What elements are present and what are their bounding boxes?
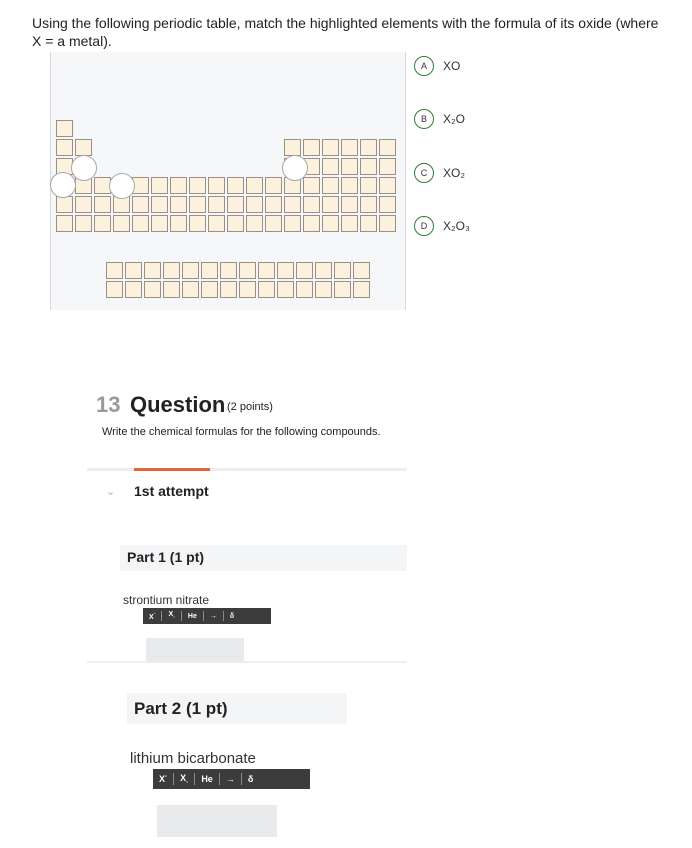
periodic-table-cell: [360, 158, 377, 175]
periodic-table-cell: [132, 196, 149, 213]
toolbar-divider: [181, 611, 182, 621]
periodic-table-cell: [265, 196, 282, 213]
periodic-table-cell: [56, 215, 73, 232]
periodic-table-cell: [151, 196, 168, 213]
part-1-label: Part 1 (1 pt): [127, 549, 205, 565]
f-block-cell: [277, 281, 294, 298]
f-block-cell: [353, 281, 370, 298]
question-number: 13: [96, 392, 121, 417]
periodic-table-cell: [322, 215, 339, 232]
highlight-circle-4: [282, 155, 308, 181]
f-block-cell: [144, 262, 161, 279]
part-2-answer-input[interactable]: [157, 805, 277, 837]
toolbar-divider: [203, 611, 204, 621]
element-button[interactable]: He: [201, 774, 213, 784]
superscript-button[interactable]: X▫: [149, 611, 156, 621]
periodic-table-cell: [246, 177, 263, 194]
periodic-table-cell: [360, 215, 377, 232]
periodic-table-cell: [94, 196, 111, 213]
arrow-button[interactable]: →: [225, 774, 235, 784]
f-block-cell: [296, 262, 313, 279]
choice-a-radio[interactable]: A: [414, 56, 434, 76]
question-points: (2 points): [227, 401, 273, 413]
part-2-compound: lithium bicarbonate: [130, 750, 256, 767]
toolbar-divider: [161, 611, 162, 621]
choice-b-radio[interactable]: B: [414, 109, 434, 129]
choice-c-formula: XO₂: [443, 166, 465, 180]
part-1-compound: strontium nitrate: [123, 593, 210, 607]
f-block-cell: [201, 262, 218, 279]
periodic-table-cell: [284, 215, 301, 232]
f-block-cell: [334, 262, 351, 279]
choice-d-radio[interactable]: D: [414, 216, 434, 236]
periodic-table-cell: [284, 139, 301, 156]
periodic-table-cell: [322, 139, 339, 156]
periodic-table-cell: [341, 215, 358, 232]
toolbar-divider: [219, 773, 220, 785]
periodic-table-cell: [303, 177, 320, 194]
periodic-table-cell: [75, 196, 92, 213]
periodic-table-cell: [170, 215, 187, 232]
question-title: Question: [130, 392, 226, 417]
f-block-cell: [315, 281, 332, 298]
arrow-button[interactable]: →: [209, 612, 217, 620]
f-block-cell: [106, 262, 123, 279]
toolbar-divider: [241, 773, 242, 785]
periodic-table-cell: [170, 196, 187, 213]
f-block-cell: [125, 281, 142, 298]
subscript-button[interactable]: $X_▫$: [180, 772, 189, 786]
toolbar-divider: [194, 773, 195, 785]
periodic-table-cell: [322, 196, 339, 213]
part-divider: [87, 661, 407, 663]
periodic-table-cell: [284, 196, 301, 213]
element-button[interactable]: He: [187, 612, 197, 620]
periodic-table-cell: [208, 215, 225, 232]
f-block-cell: [163, 281, 180, 298]
choice-b[interactable]: [414, 108, 465, 130]
periodic-table-cell: [303, 215, 320, 232]
periodic-table-cell: [189, 177, 206, 194]
periodic-table-cell: [56, 196, 73, 213]
periodic-table-cell: [379, 196, 396, 213]
periodic-table-cell: [132, 215, 149, 232]
part-1-answer-input[interactable]: [146, 638, 244, 663]
delta-button[interactable]: δ: [247, 774, 254, 784]
periodic-table-cell: [75, 215, 92, 232]
choice-a[interactable]: [414, 55, 460, 77]
periodic-table-cell: [265, 215, 282, 232]
part-2-format-toolbar: [153, 769, 310, 789]
periodic-table-cell: [227, 177, 244, 194]
periodic-table-cell: [379, 177, 396, 194]
choice-c[interactable]: [414, 162, 465, 184]
question-prompt: Using the following periodic table, match the highlighted elements with the formula of its oxide (where X = a metal).: [32, 15, 659, 49]
f-block-cell: [220, 262, 237, 279]
f-block-cell: [106, 281, 123, 298]
periodic-table-cell: [360, 139, 377, 156]
f-block-cell: [182, 281, 199, 298]
part-2-label: Part 2 (1 pt): [134, 699, 228, 718]
periodic-table-cell: [56, 139, 73, 156]
periodic-table-cell: [341, 196, 358, 213]
periodic-table-cell: [360, 196, 377, 213]
periodic-table-cell: [227, 215, 244, 232]
periodic-table-cell: [322, 158, 339, 175]
f-block-cell: [239, 281, 256, 298]
periodic-table: [50, 52, 406, 310]
periodic-table-cell: [94, 215, 111, 232]
superscript-button[interactable]: X▫: [159, 774, 168, 784]
periodic-table-cell: [170, 177, 187, 194]
periodic-table-cell: [56, 120, 73, 137]
periodic-table-cell: [227, 196, 244, 213]
choice-c-radio[interactable]: C: [414, 163, 434, 183]
f-block-cell: [258, 281, 275, 298]
f-block-cell: [239, 262, 256, 279]
periodic-table-cell: [265, 177, 282, 194]
periodic-table-cell: [189, 215, 206, 232]
f-block-cell: [258, 262, 275, 279]
highlight-circle-3: [109, 173, 135, 199]
periodic-table-cell: [379, 158, 396, 175]
part-1-format-toolbar: [143, 608, 271, 624]
attempt-label[interactable]: 1st attempt: [134, 483, 209, 499]
toolbar-divider: [223, 611, 224, 621]
periodic-table-cell: [113, 215, 130, 232]
periodic-table-cell: [341, 158, 358, 175]
choice-a-formula: XO: [443, 59, 461, 73]
f-block-cell: [201, 281, 218, 298]
f-block-cell: [315, 262, 332, 279]
f-block-cell: [296, 281, 313, 298]
f-block-cell: [125, 262, 142, 279]
periodic-table-cell: [151, 177, 168, 194]
periodic-table-cell: [246, 196, 263, 213]
chevron-down-icon[interactable]: ⌄: [106, 486, 116, 498]
f-block-cell: [334, 281, 351, 298]
f-block-cell: [163, 262, 180, 279]
subscript-button[interactable]: $X_▫$: [168, 611, 175, 621]
periodic-table-cell: [208, 196, 225, 213]
choice-d-formula: X₂O₃: [443, 219, 470, 233]
periodic-table-cell: [379, 215, 396, 232]
periodic-table-cell: [75, 139, 92, 156]
periodic-table-cell: [341, 177, 358, 194]
question-instruction: Write the chemical formulas for the following compounds.: [102, 426, 381, 438]
highlight-circle-1: [71, 155, 97, 181]
f-block-cell: [182, 262, 199, 279]
f-block-cell: [353, 262, 370, 279]
periodic-table-cell: [246, 215, 263, 232]
periodic-table-cell: [322, 177, 339, 194]
periodic-table-cell: [303, 139, 320, 156]
periodic-table-cell: [189, 196, 206, 213]
periodic-table-cell: [208, 177, 225, 194]
toolbar-divider: [173, 773, 174, 785]
f-block-cell: [220, 281, 237, 298]
f-block-cell: [277, 262, 294, 279]
choice-b-formula: X₂O: [443, 112, 465, 126]
periodic-table-cell: [379, 139, 396, 156]
active-attempt-indicator: [134, 468, 210, 471]
highlight-circle-2: [50, 172, 76, 198]
periodic-table-cell: [151, 215, 168, 232]
periodic-table-cell: [303, 196, 320, 213]
f-block-cell: [144, 281, 161, 298]
periodic-table-cell: [341, 139, 358, 156]
periodic-table-cell: [360, 177, 377, 194]
choice-d[interactable]: [414, 215, 470, 237]
delta-button[interactable]: δ: [229, 612, 235, 620]
